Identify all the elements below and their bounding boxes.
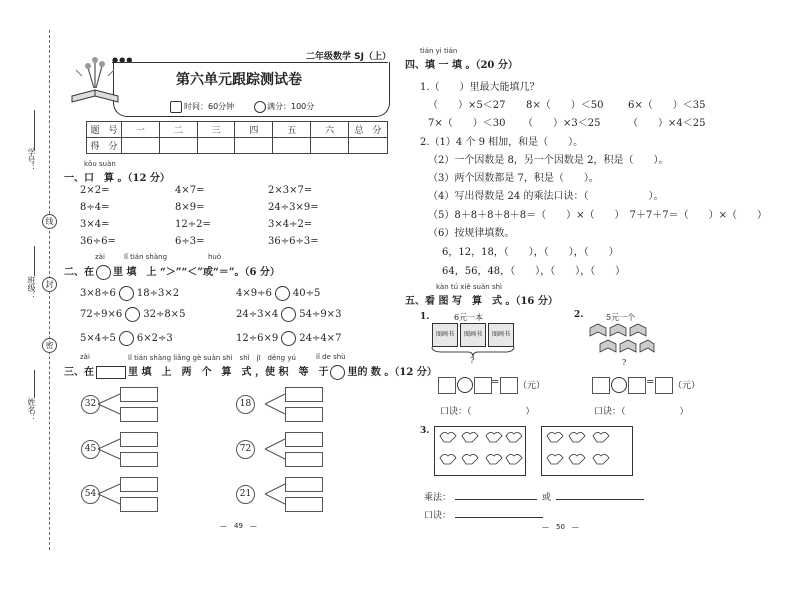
score-cell[interactable]: [235, 138, 273, 154]
compare-right: 40÷5: [292, 288, 321, 299]
s3-pinyin: lǐ de shù: [316, 353, 346, 361]
compare-right: 54÷9×3: [299, 309, 342, 320]
oral-item: 36÷6÷3=: [268, 236, 319, 247]
s2-title-part: 二、在: [64, 267, 94, 278]
compare-row: [236, 286, 320, 301]
pattern-row: 6，12，18，（ ），（ ），（ ）: [442, 247, 619, 258]
unit-label: （元）: [518, 381, 546, 391]
score-cell[interactable]: [349, 138, 388, 154]
s2-title: [64, 263, 280, 280]
score-cell[interactable]: [197, 138, 235, 154]
header-dots: ●●●: [112, 56, 134, 64]
class-line: [34, 246, 35, 276]
q2-label: 2.（1）4 个 9 相加，和是（ ）。: [420, 137, 584, 148]
oral-item: 2×3×7=: [268, 185, 313, 196]
score-header-cell: 五: [273, 122, 311, 138]
compare-left: 12÷6×9: [236, 333, 279, 344]
score-cell[interactable]: [159, 138, 197, 154]
target-number-bubble: 72: [236, 440, 255, 459]
grade-label: 二年级数学 SJ（上）: [306, 52, 391, 62]
s3-title: [64, 363, 437, 380]
expression-box[interactable]: [285, 387, 323, 402]
branch-lines: [70, 380, 390, 520]
score-cell[interactable]: [311, 138, 349, 154]
answer-line[interactable]: [455, 517, 543, 518]
compare-left: 4×9÷6: [236, 288, 272, 299]
student-number-label: 学号：: [27, 148, 36, 172]
oral-item: 8÷4=: [80, 202, 110, 213]
compare-row: [80, 307, 185, 322]
notebook-group-icon: [588, 322, 656, 356]
book-logo-icon: [68, 56, 122, 108]
score-header-cell: 四: [235, 122, 273, 138]
oral-item: 36÷6=: [80, 236, 116, 247]
operator-circle[interactable]: [457, 377, 473, 393]
score-header-cell: 题 号: [87, 122, 122, 138]
oral-item: 24÷3×9=: [268, 202, 319, 213]
koujue-label: 口诀：: [424, 511, 452, 521]
s2-title-part: 里 填 上 “＞”“＜”或“＝”。（6 分）: [113, 267, 280, 278]
q2-item: （5）8＋8＋8＋8＋8＝（ ）×（ ） 7＋7＋7＝（ ）×（ ）: [428, 210, 768, 221]
compare-right: 24÷4×7: [299, 333, 342, 344]
oral-item: 2×2=: [80, 185, 110, 196]
expression-box[interactable]: [285, 432, 323, 447]
seal-feng-mark: 封: [42, 277, 57, 292]
pattern-row: 64，56，48，（ ），（ ），（ ）: [442, 266, 626, 277]
student-number-line: [34, 110, 35, 150]
expression-box[interactable]: [285, 477, 323, 492]
oral-item: 3×4÷2=: [268, 219, 313, 230]
answer-circle[interactable]: [125, 307, 140, 322]
answer-circle[interactable]: [281, 331, 296, 346]
compare-left: 3×8÷6: [80, 288, 116, 299]
price-label: 5元一个: [606, 313, 636, 322]
s5-pinyin: kàn tú xiě suàn shì: [436, 283, 502, 291]
class-label: 班级：: [27, 276, 36, 300]
problem-number: 1.: [420, 312, 430, 322]
name-label: 姓名：: [27, 398, 36, 422]
name-line: [34, 370, 35, 398]
question-mark: ?: [470, 356, 475, 365]
clock-icon: [170, 101, 182, 113]
score-cell[interactable]: [122, 138, 160, 154]
compare-row: [80, 331, 173, 346]
full-score-label: 满分：100分: [267, 102, 315, 111]
s4-pinyin: tián yi tián: [420, 47, 458, 55]
unit-label: （元）: [673, 381, 701, 391]
target-number-bubble: 45: [81, 440, 100, 459]
oral-item: 4×7=: [175, 185, 205, 196]
score-table: [86, 121, 388, 154]
compare-row: [236, 307, 341, 322]
compare-right: 18÷3×2: [136, 288, 180, 299]
target-number-bubble: 54: [81, 485, 100, 504]
answer-line[interactable]: [455, 499, 537, 500]
s2-pinyin: zài: [95, 253, 105, 261]
s3-pinyin: zài: [80, 353, 90, 361]
equation-box[interactable]: [500, 377, 518, 394]
answer-line[interactable]: [556, 499, 644, 500]
expression-box[interactable]: [120, 452, 158, 467]
q1-blank: 6×（ ）＜35: [628, 100, 706, 111]
compare-left: 24÷3×4: [236, 309, 279, 320]
answer-circle[interactable]: [281, 307, 296, 322]
target-number-bubble: 32: [81, 395, 100, 414]
equals-sign: =: [491, 377, 500, 388]
expression-box[interactable]: [120, 497, 158, 512]
picture-book-icon: 图画书: [432, 323, 458, 347]
compare-left: 5×4÷5: [80, 333, 116, 344]
s3-pinyin: lǐ tián shàng liǎng gè suàn shì shǐ jī děng yú: [128, 354, 296, 362]
s5-title: 五、看 图 写 算 式 。（16 分）: [405, 296, 558, 307]
koujue-label: 口诀：（ ）: [594, 407, 689, 417]
score-header-cell: 六: [311, 122, 349, 138]
s2-pinyin: lǐ tián shàng: [124, 253, 168, 261]
or-label: 或: [542, 493, 552, 503]
equation-box[interactable]: [628, 377, 646, 394]
rect-box-icon: [96, 366, 126, 379]
target-number-bubble: 18: [236, 395, 255, 414]
oral-item: 12÷2=: [175, 219, 211, 230]
score-header-cell: 二: [159, 122, 197, 138]
q1-blank: （ ）×3＜25: [523, 118, 601, 129]
equation-box[interactable]: [474, 377, 492, 394]
answer-circle[interactable]: [119, 331, 134, 346]
answer-circle[interactable]: [119, 286, 134, 301]
expression-box[interactable]: [120, 387, 158, 402]
q1-blank: （ ）×4＜25: [628, 118, 706, 129]
score-icon: [254, 101, 266, 113]
bird-icons: [434, 426, 634, 474]
seal-mi-mark: 密: [42, 338, 57, 353]
s3-title-part: 三、在: [64, 367, 94, 378]
compare-row: [236, 331, 341, 346]
equals-sign: =: [646, 377, 655, 388]
oral-item: 8×9=: [175, 202, 205, 213]
koujue-label: 口诀：（ ）: [440, 407, 535, 417]
score-row-label: 得 分: [87, 138, 122, 154]
price-label: 6元一本: [454, 313, 484, 322]
seal-line-mark: 线: [42, 214, 57, 229]
s1-title: 一、口 算 。（12 分）: [64, 173, 170, 184]
q2-item: （4）写出得数是 24 的乘法口诀：（ ）。: [428, 191, 664, 202]
multiplication-label: 乘法：: [424, 493, 452, 503]
score-header-cell: 总 分: [349, 122, 388, 138]
equation-box[interactable]: [655, 377, 673, 394]
q2-item: （6）按规律填数。: [428, 228, 515, 239]
expression-box[interactable]: [120, 432, 158, 447]
page-number-left: — 49 —: [220, 522, 257, 530]
q1-label: 1.（ ）里最大能填几？: [420, 82, 540, 93]
picture-book-icon: 图画书: [460, 323, 486, 347]
score-header-cell: 一: [122, 122, 160, 138]
equation-box[interactable]: [438, 377, 456, 394]
equation-box[interactable]: [592, 377, 610, 394]
compare-right: 32÷8×5: [143, 309, 186, 320]
s3-title-part: 里的 数 。（12 分）: [347, 367, 437, 378]
compare-circle-icon: [96, 265, 111, 280]
q2-item: （3）两个因数都是 7，积是（ ）。: [428, 173, 599, 184]
target-number-bubble: 21: [236, 485, 255, 504]
compare-right: 6×2÷3: [136, 333, 173, 344]
problem-number: 2.: [574, 310, 584, 320]
score-cell[interactable]: [273, 138, 311, 154]
s3-title-part: 里 填 上 两 个 算 式 ，使 积 等 于: [128, 367, 329, 378]
s1-pinyin: kǒu suàn: [84, 160, 116, 168]
q1-blank: 8×（ ）＜50: [526, 100, 604, 111]
time-label: 时间：60分钟: [184, 102, 235, 111]
expression-box[interactable]: [285, 452, 323, 467]
q1-blank: （ ）×5＜27: [428, 100, 506, 111]
expression-box[interactable]: [285, 497, 323, 512]
expression-box[interactable]: [285, 407, 323, 422]
q2-item: （2）一个因数是 8，另一个因数是 2，积是（ ）。: [428, 155, 669, 166]
answer-circle[interactable]: [275, 286, 290, 301]
operator-circle[interactable]: [611, 377, 627, 393]
oral-item: 6÷3=: [175, 236, 205, 247]
score-header-cell: 三: [197, 122, 235, 138]
circle-icon: [330, 365, 345, 380]
picture-book-icon: 图画书: [488, 323, 514, 347]
question-mark: ?: [622, 358, 627, 367]
compare-row: [80, 286, 179, 301]
problem-number: 3.: [420, 426, 430, 436]
expression-box[interactable]: [120, 407, 158, 422]
expression-box[interactable]: [120, 477, 158, 492]
s2-pinyin: huò: [208, 253, 222, 261]
s4-title: 四、填 一 填 。（20 分）: [405, 60, 518, 71]
compare-left: 72÷9×6: [80, 309, 123, 320]
page-number-right: — 50 —: [542, 523, 579, 531]
oral-item: 3×4=: [80, 219, 110, 230]
q1-blank: 7×（ ）＜30: [428, 118, 506, 129]
page-title: 第六单元跟踪测试卷: [176, 72, 302, 88]
